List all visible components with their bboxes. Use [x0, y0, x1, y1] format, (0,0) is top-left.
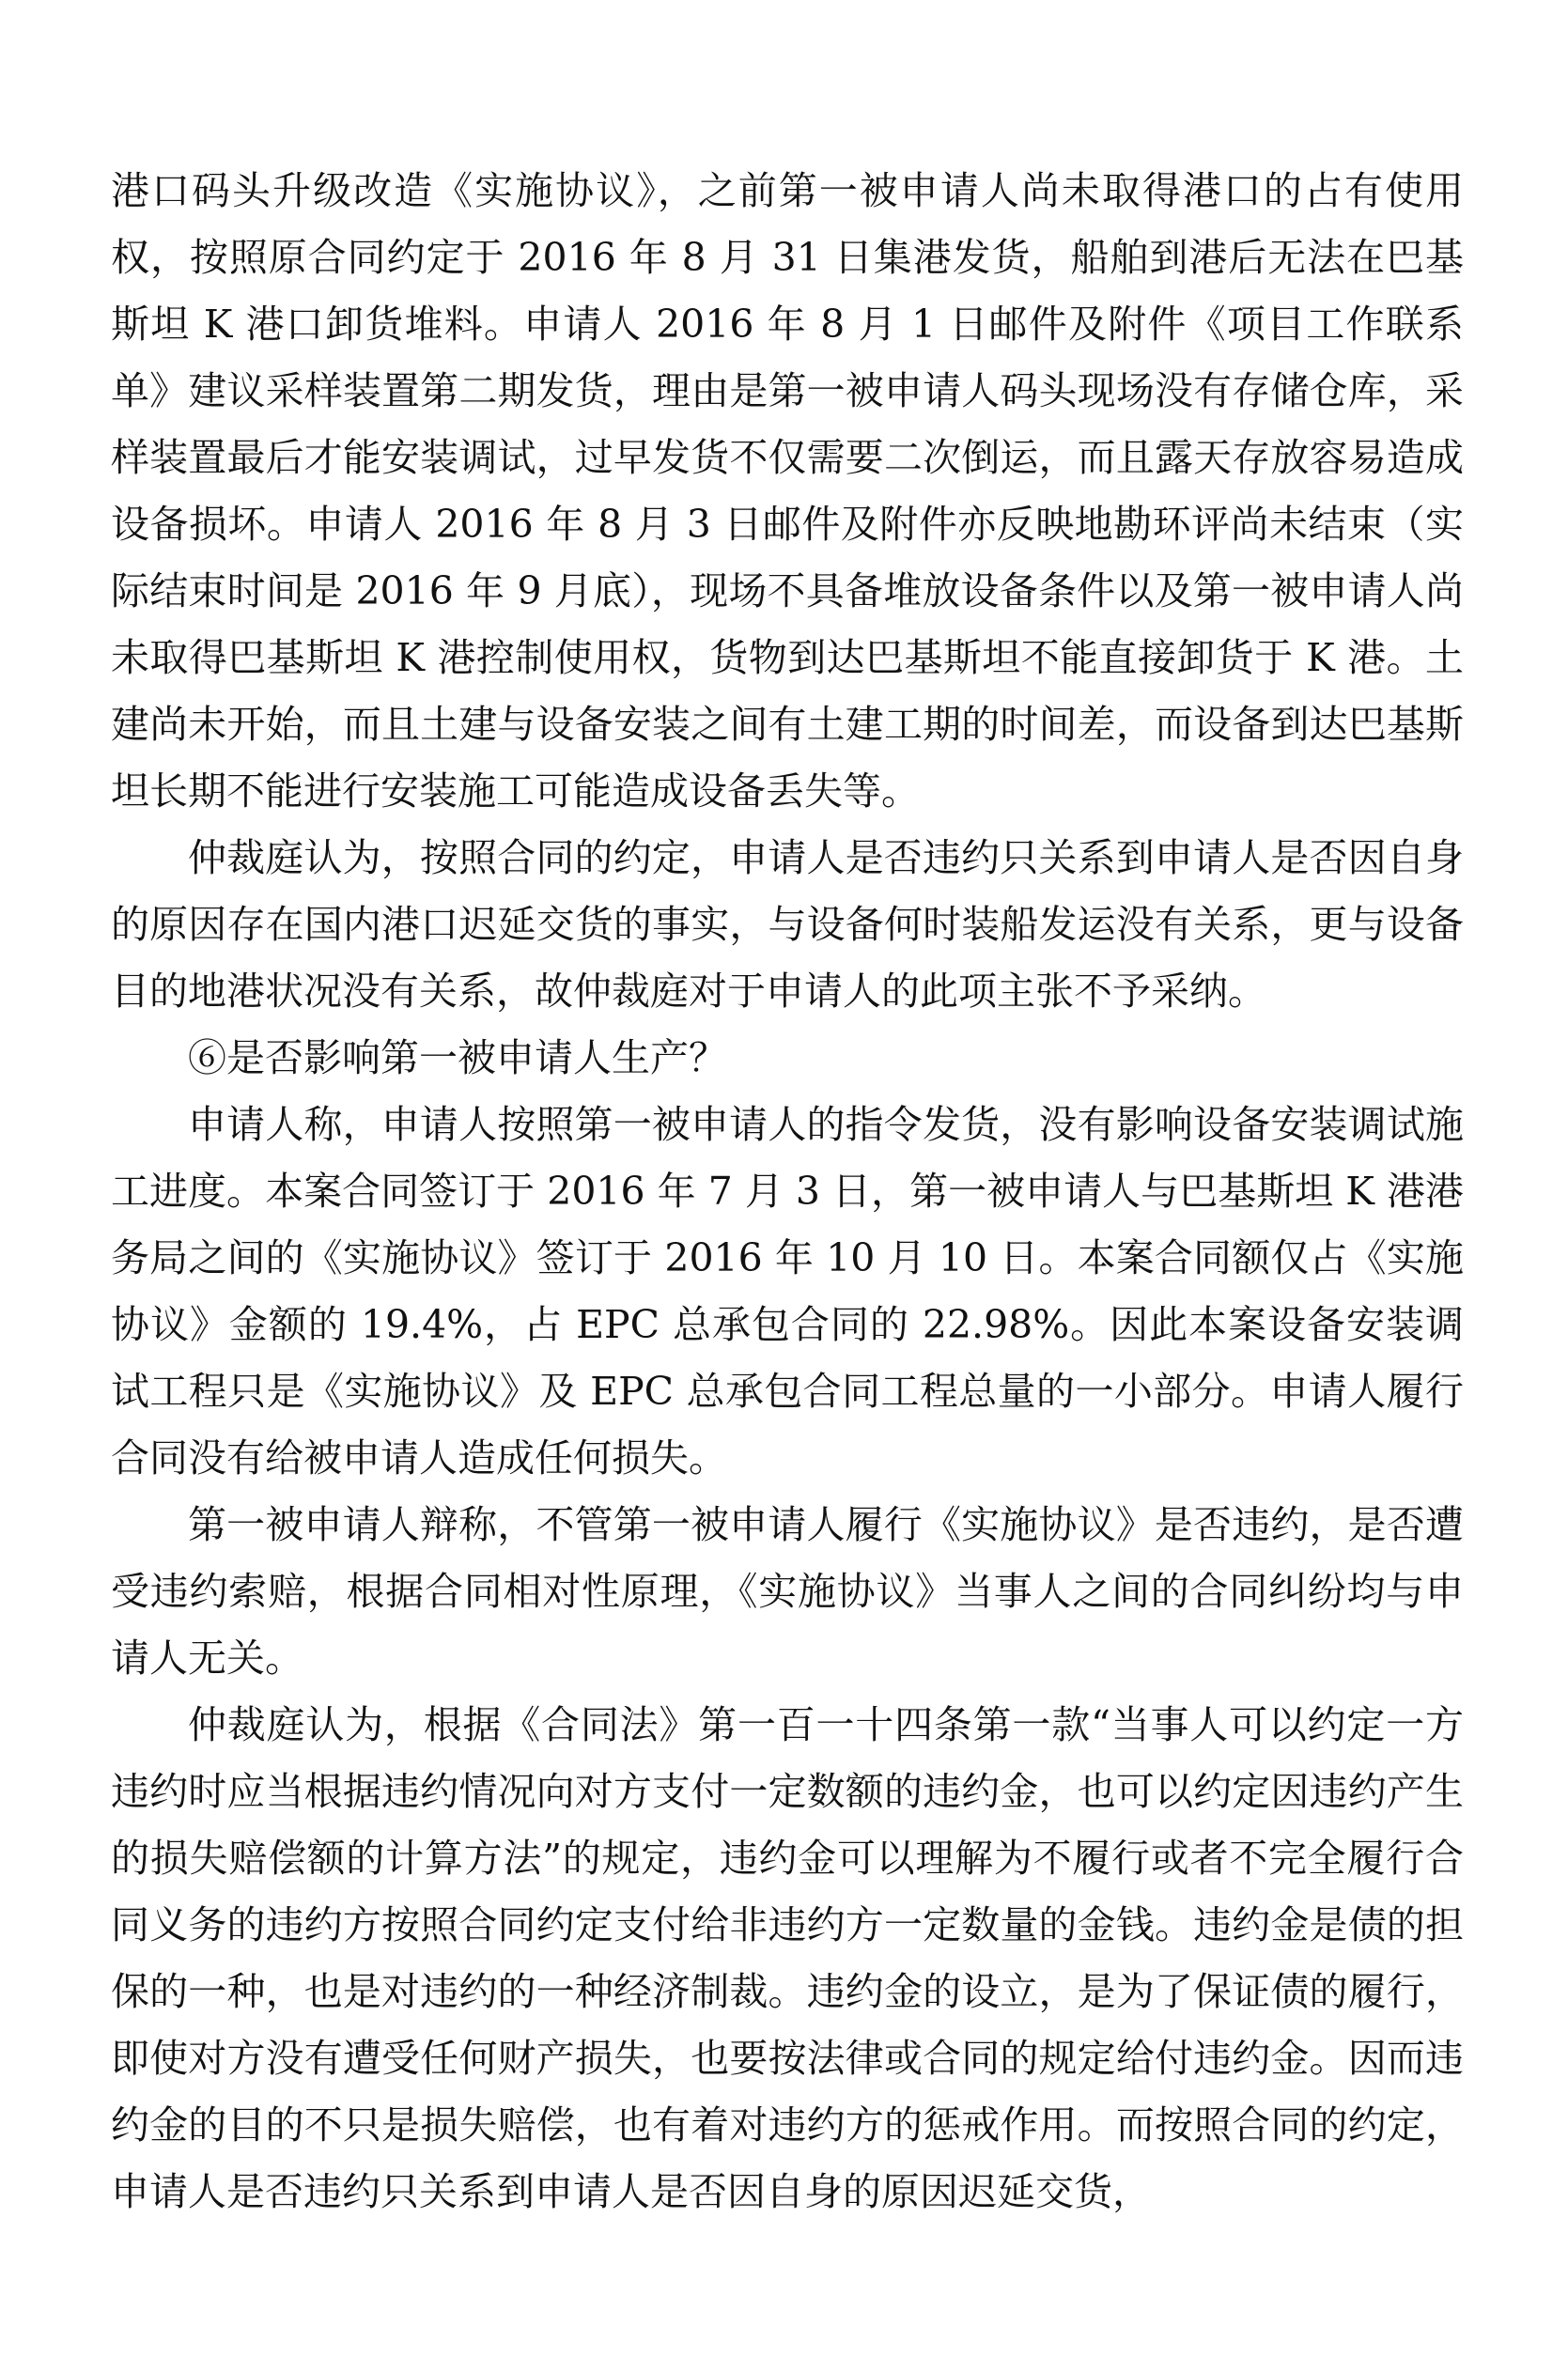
section-heading-production-impact: ⑥是否影响第一被申请人生产？	[188, 1035, 727, 1080]
paragraph-respondent-defense: 第一被申请人辩称，不管第一被申请人履行《实施协议》是否违约，是否遭受违约索赔，根据合同相对性原理，《实施协议》当事人之间的合同纠纷均与申请人无关。	[111, 1502, 1464, 1681]
document-page	[111, 158, 1464, 2225]
paragraph-tribunal-opinion-2: 仲裁庭认为，根据《合同法》第一百一十四条第一款“当事人可以约定一方违约时应当根据违约情况向对方支付一定数额的违约金，也可以约定因违约产生的损失赔偿额的计算方法”的规定，违约金可以理解为不履行或者不完全履行合同义务的违约方按照合同约定支付给非违约方一定数量的金钱。违约金是债的担保的一种，也是对违约的一种经济制裁。违约金的设立，是为了保证债的履行，即使对方没有遭受任何财产损失，也要按法律或合同的规定给付违约金。因而违约金的目的不只是损失赔偿，也有着对违约方的惩戒作用。而按照合同的约定，申请人是否违约只关系到申请人是否因自身的原因迟延交货，	[111, 1702, 1464, 2214]
paragraph-continuation: 港口码头升级改造《实施协议》，之前第一被申请人尚未取得港口的占有使用权，按照原合同约定于 2016 年 8 月 31 日集港发货，船舶到港后无法在巴基斯坦 K 港口卸货堆料。申请人 2016 年 8 月 1 日邮件及附件《项目工作联系单》建议采样装置第二期发货，理由是第一被申请人码头现场没有存储仓库，采样装置最后才能安装调试，过早发货不仅需要二次倒运，而且露天存放容易造成设备损坏。申请人 2016 年 8 月 3 日邮件及附件亦反映地勘环评尚未结束（实际结束时间是 2016 年 9 月底），现场不具备堆放设备条件以及第一被申请人尚未取得巴基斯坦 K 港控制使用权，货物到达巴基斯坦不能直接卸货于 K 港。土建尚未开始，而且土建与设备安装之间有土建工期的时间差，而设备到达巴基斯坦长期不能进行安装施工可能造成设备丢失等。	[111, 168, 1464, 814]
paragraph-tribunal-opinion-1: 仲裁庭认为，按照合同的约定，申请人是否违约只关系到申请人是否因自身的原因存在国内港口迟延交货的事实，与设备何时装船发运没有关系，更与设备目的地港状况没有关系，故仲裁庭对于申请人的此项主张不予采纳。	[111, 835, 1464, 1014]
paragraph-applicant-claim: 申请人称，申请人按照第一被申请人的指令发货，没有影响设备安装调试施工进度。本案合同签订于 2016 年 7 月 3 日，第一被申请人与巴基斯坦 K 港港务局之间的《实施协议》签订于 2016 年 10 月 10 日。本案合同额仅占《实施协议》金额的 19.4%，占 EPC 总承包合同的 22.98%。因此本案设备安装调试工程只是《实施协议》及 EPC 总承包合同工程总量的一小部分。申请人履行合同没有给被申请人造成任何损失。	[111, 1102, 1464, 1481]
